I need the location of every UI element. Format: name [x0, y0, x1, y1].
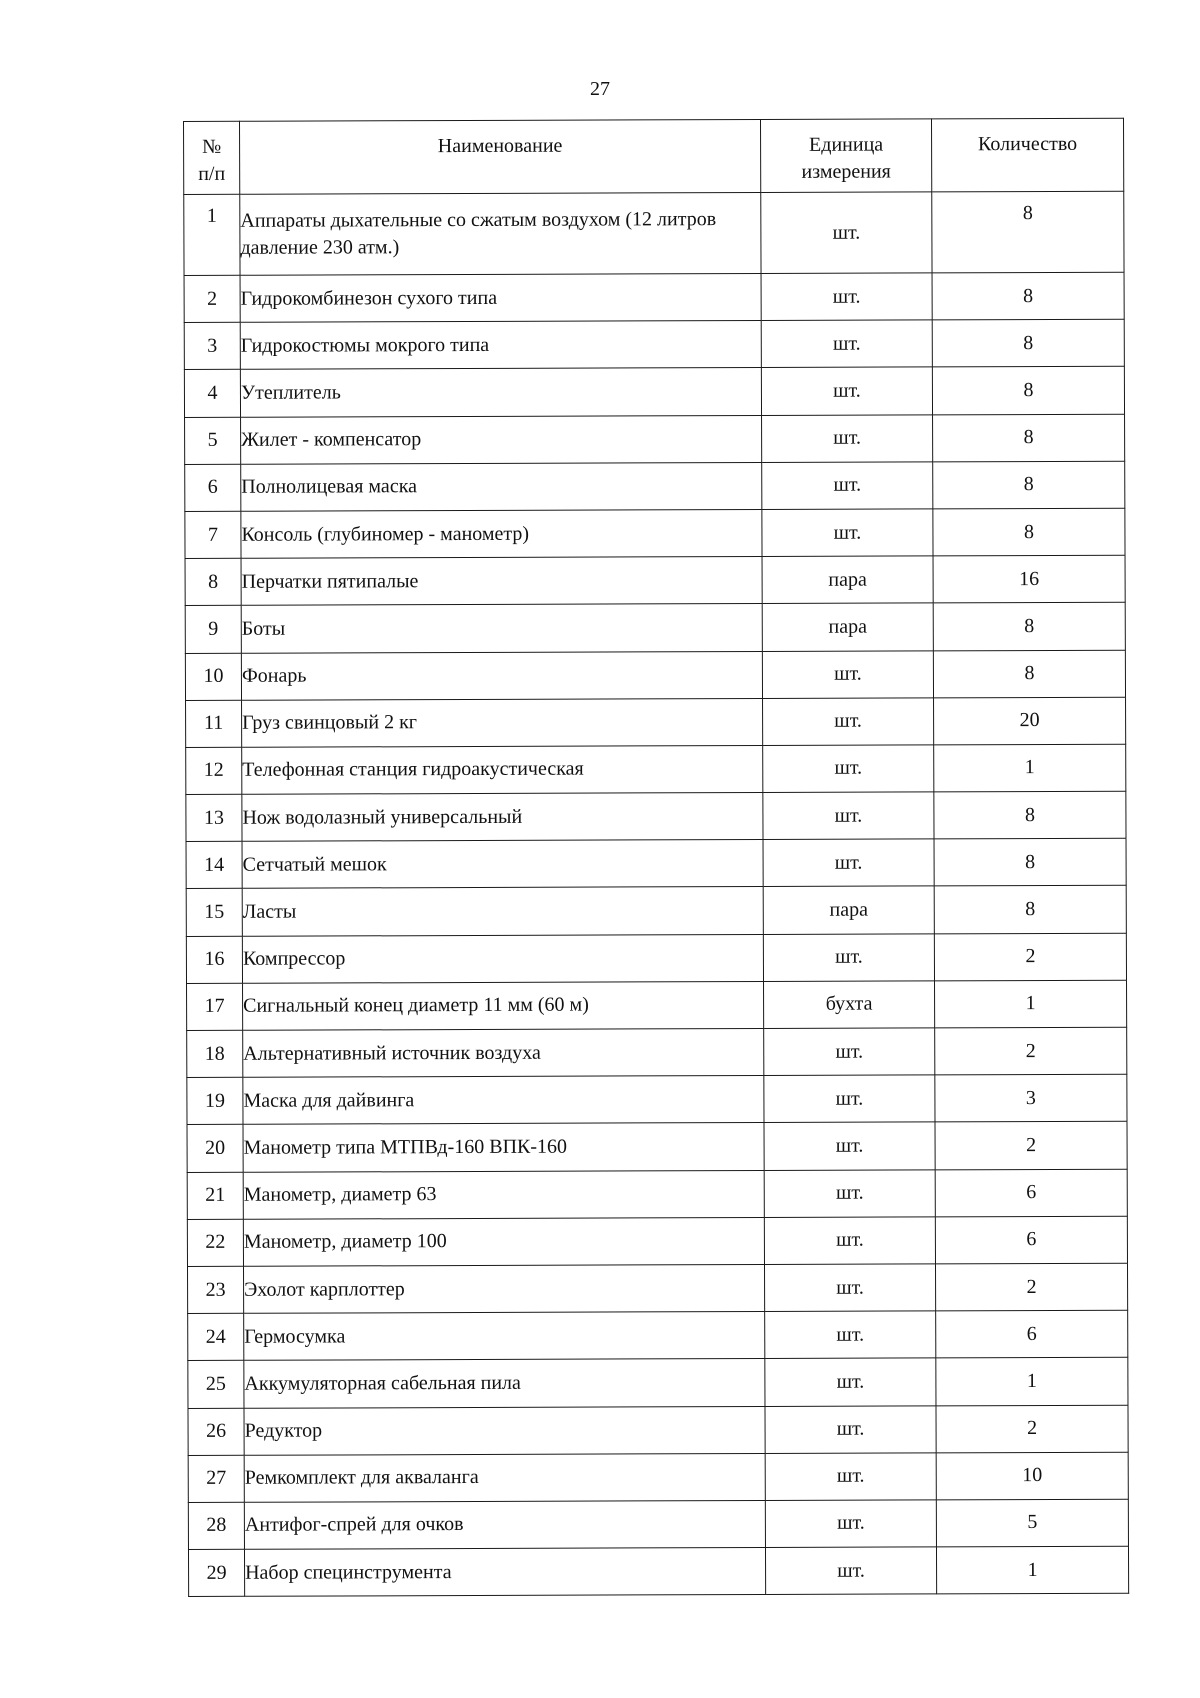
page-number: 27 — [590, 78, 610, 100]
table-body — [184, 191, 1129, 1597]
item-quantity: 16 — [933, 555, 1125, 603]
item-quantity: 1 — [936, 1358, 1128, 1406]
row-number: 21 — [187, 1172, 243, 1219]
header-row — [184, 118, 1124, 194]
item-unit: шт. — [761, 273, 932, 321]
item-name: Консоль (глубиномер - манометр) — [241, 509, 762, 558]
item-quantity: 2 — [934, 933, 1126, 981]
item-quantity: 6 — [935, 1169, 1127, 1217]
item-name: Набор специнструмента — [244, 1548, 765, 1597]
item-name: Фонарь — [241, 651, 762, 700]
item-quantity: 2 — [935, 1027, 1127, 1075]
item-name: Телефонная станция гидроакустическая — [242, 745, 763, 794]
item-quantity: 1 — [936, 1546, 1128, 1594]
row-number: 3 — [184, 322, 240, 369]
item-unit: шт. — [764, 1169, 935, 1217]
item-unit: шт. — [762, 509, 933, 557]
item-unit: шт. — [765, 1500, 936, 1548]
item-unit: шт. — [763, 745, 934, 793]
item-name: Полнолицевая маска — [241, 462, 762, 511]
row-number: 2 — [184, 275, 240, 322]
header-name — [240, 119, 761, 194]
table-row — [188, 1546, 1128, 1596]
row-number: 24 — [188, 1313, 244, 1360]
table-row — [186, 933, 1126, 983]
row-number: 5 — [185, 417, 241, 464]
item-name: Манометр типа МТПВд-160 ВПК-160 — [243, 1123, 764, 1172]
item-quantity: 1 — [934, 744, 1126, 792]
item-quantity: 8 — [932, 319, 1124, 367]
row-number: 7 — [185, 511, 241, 558]
item-unit: шт. — [761, 192, 932, 274]
item-name: Гидрокостюмы мокрого типа — [240, 321, 761, 370]
row-number: 23 — [187, 1266, 243, 1313]
item-name: Нож водолазный универсальный — [242, 793, 763, 842]
item-unit: шт. — [762, 650, 933, 698]
row-number: 16 — [186, 936, 242, 983]
item-quantity: 2 — [935, 1122, 1127, 1170]
table-row — [188, 1499, 1128, 1549]
item-unit: пара — [762, 556, 933, 604]
item-name: Антифог-спрей для очков — [244, 1500, 765, 1549]
item-name: Груз свинцовый 2 кг — [242, 698, 763, 747]
row-number: 18 — [187, 1030, 243, 1077]
row-number: 11 — [186, 700, 242, 747]
item-quantity: 6 — [936, 1310, 1128, 1358]
table-row — [188, 1358, 1128, 1408]
item-quantity: 20 — [934, 697, 1126, 745]
table-row — [187, 1169, 1127, 1219]
table-row — [187, 980, 1127, 1030]
item-unit: пара — [762, 603, 933, 651]
item-unit: шт. — [765, 1405, 936, 1453]
item-unit: бухта — [764, 981, 935, 1029]
item-name: Утеплитель — [240, 368, 761, 417]
row-number: 27 — [188, 1455, 244, 1502]
item-quantity: 8 — [934, 886, 1126, 934]
row-number: 12 — [186, 747, 242, 794]
item-unit: шт. — [761, 320, 932, 368]
row-number: 1 — [184, 194, 240, 275]
item-quantity: 6 — [935, 1216, 1127, 1264]
table-row — [188, 1452, 1128, 1502]
header-num-label: № п/п — [198, 135, 226, 185]
row-number: 10 — [185, 653, 241, 700]
item-name: Манометр, диаметр 100 — [243, 1217, 764, 1266]
table-row — [187, 1027, 1127, 1077]
header-qty — [931, 118, 1123, 192]
item-name: Маска для дайвинга — [243, 1076, 764, 1125]
row-number: 20 — [187, 1125, 243, 1172]
item-name: Перчатки пятипалые — [241, 557, 762, 606]
item-name: Аккумуляторная сабельная пила — [244, 1359, 765, 1408]
table-row — [185, 555, 1125, 605]
item-name: Гермосумка — [244, 1312, 765, 1361]
table-row — [185, 508, 1125, 558]
row-number: 17 — [187, 983, 243, 1030]
item-quantity: 2 — [935, 1263, 1127, 1311]
item-unit: шт. — [764, 1028, 935, 1076]
row-number: 8 — [185, 558, 241, 605]
table-row — [184, 272, 1124, 322]
item-unit: шт. — [764, 1075, 935, 1123]
item-unit: шт. — [763, 792, 934, 840]
table-row — [184, 191, 1124, 275]
header-name-label: Наименование — [437, 134, 563, 158]
item-name: Сигнальный конец диаметр 11 мм (60 м) — [243, 981, 764, 1030]
item-quantity: 8 — [933, 650, 1125, 698]
row-number: 14 — [186, 842, 242, 889]
item-quantity: 8 — [933, 414, 1125, 462]
table-row — [186, 838, 1126, 888]
row-number: 26 — [188, 1408, 244, 1455]
header-num — [184, 121, 240, 194]
row-number: 28 — [188, 1502, 244, 1549]
item-unit: шт. — [765, 1311, 936, 1359]
table-row — [184, 367, 1124, 417]
item-name: Редуктор — [244, 1406, 765, 1455]
header-qty-label: Количество — [977, 132, 1078, 156]
item-unit: шт. — [763, 934, 934, 982]
item-name: Жилет - компенсатор — [241, 415, 762, 464]
item-quantity: 8 — [932, 272, 1124, 320]
item-unit: шт. — [764, 1217, 935, 1265]
item-quantity: 2 — [936, 1405, 1128, 1453]
header-unit — [760, 119, 931, 193]
item-unit: пара — [763, 886, 934, 934]
item-name: Компрессор — [242, 934, 763, 983]
header-unit-label: Единица измерения — [801, 133, 891, 183]
item-quantity: 1 — [935, 980, 1127, 1028]
item-quantity: 8 — [932, 367, 1124, 415]
item-name: Манометр, диаметр 63 — [243, 1170, 764, 1219]
row-number: 15 — [186, 889, 242, 936]
item-name: Эхолот карплоттер — [243, 1264, 764, 1313]
item-name: Гидрокомбинезон сухого типа — [240, 273, 761, 322]
row-number: 29 — [188, 1549, 244, 1596]
item-name: Сетчатый мешок — [242, 840, 763, 889]
table-row — [185, 603, 1125, 653]
row-number: 4 — [184, 370, 240, 417]
item-quantity: 8 — [933, 508, 1125, 556]
table-header — [184, 118, 1124, 194]
item-quantity: 8 — [933, 603, 1125, 651]
row-number: 19 — [187, 1077, 243, 1124]
item-unit: шт. — [765, 1358, 936, 1406]
item-name: Альтернативный источник воздуха — [243, 1028, 764, 1077]
table-row — [185, 650, 1125, 700]
row-number: 22 — [187, 1219, 243, 1266]
table-row — [186, 744, 1126, 794]
item-quantity: 5 — [936, 1499, 1128, 1547]
item-name: Ласты — [242, 887, 763, 936]
item-name: Боты — [241, 604, 762, 653]
table-row — [184, 319, 1124, 369]
item-unit: шт. — [761, 367, 932, 415]
item-quantity: 8 — [933, 461, 1125, 509]
item-quantity: 8 — [934, 791, 1126, 839]
table-row — [185, 414, 1125, 464]
table-row — [187, 1122, 1127, 1172]
item-name: Аппараты дыхательные со сжатым воздухом (12 литров давление 230 атм.) — [240, 192, 761, 275]
row-number: 25 — [188, 1361, 244, 1408]
item-quantity: 8 — [932, 191, 1124, 273]
item-unit: шт. — [765, 1453, 936, 1501]
item-unit: шт. — [763, 698, 934, 746]
equipment-table — [183, 118, 1129, 1598]
table-row — [188, 1405, 1128, 1455]
row-number: 9 — [185, 606, 241, 653]
table-row — [187, 1263, 1127, 1313]
item-unit: шт. — [764, 1122, 935, 1170]
row-number: 13 — [186, 794, 242, 841]
table-row — [188, 1310, 1128, 1360]
table-row — [186, 886, 1126, 936]
item-unit: шт. — [763, 839, 934, 887]
item-unit: шт. — [762, 414, 933, 462]
table-row — [186, 791, 1126, 841]
table-row — [185, 461, 1125, 511]
table-row — [187, 1074, 1127, 1124]
item-quantity: 10 — [936, 1452, 1128, 1500]
item-quantity: 3 — [935, 1074, 1127, 1122]
table-row — [187, 1216, 1127, 1266]
table-row — [186, 697, 1126, 747]
item-unit: шт. — [765, 1547, 936, 1595]
item-name: Ремкомплект для акваланга — [244, 1453, 765, 1502]
row-number: 6 — [185, 464, 241, 511]
item-quantity: 8 — [934, 838, 1126, 886]
item-unit: шт. — [764, 1264, 935, 1312]
item-unit: шт. — [762, 462, 933, 510]
